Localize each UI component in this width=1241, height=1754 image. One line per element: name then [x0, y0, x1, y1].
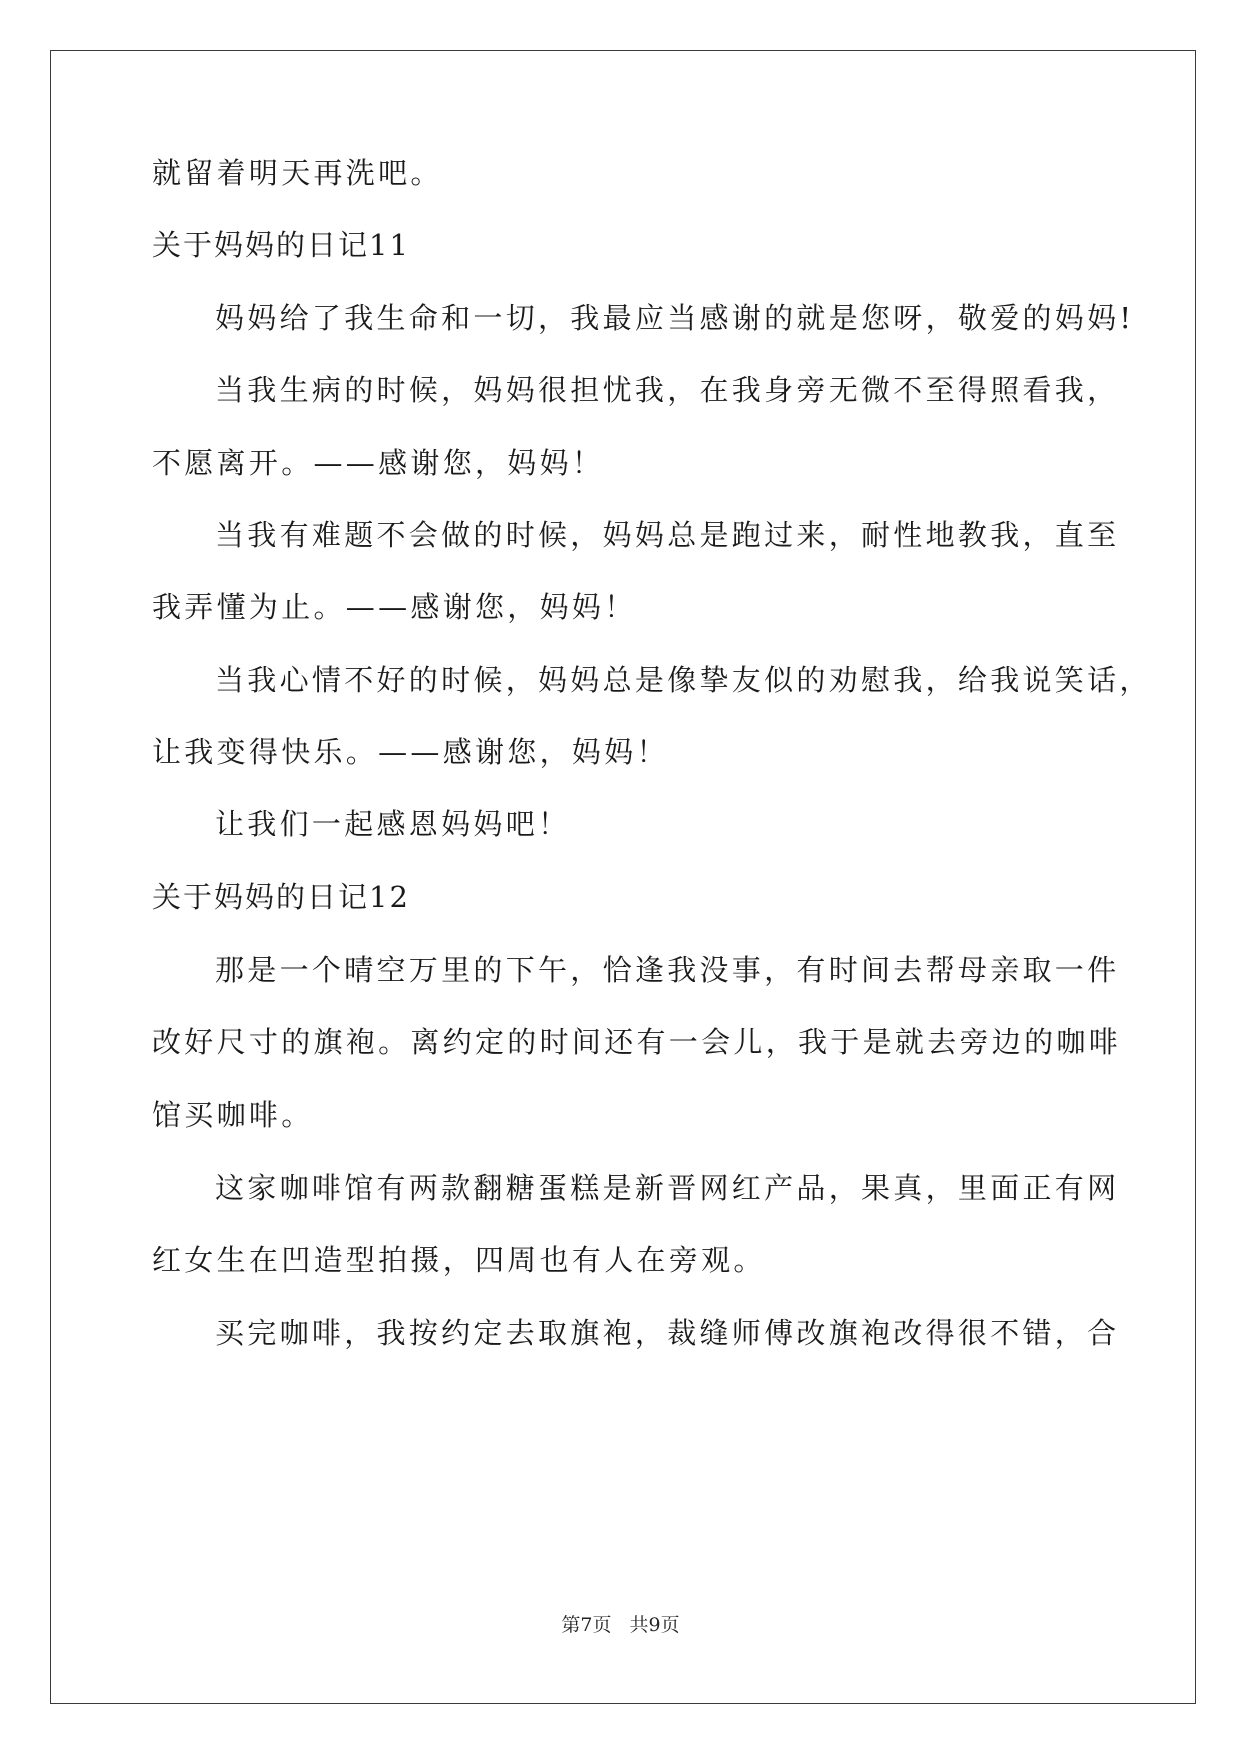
total-pages-label: 共9页: [629, 1614, 680, 1636]
current-page-label: 第7页: [561, 1614, 612, 1636]
page-footer: [0, 1613, 1241, 1637]
paragraph-line: 改好尺寸的旗袍。离约定的时间还有一会儿，我于是就去旁边的咖啡: [152, 1025, 1122, 1059]
paragraph-line: 当我有难题不会做的时候，妈妈总是跑过来，耐性地教我，直至: [215, 518, 1120, 552]
paragraph-line: 红女生在凹造型拍摄，四周也有人在旁观。: [152, 1243, 766, 1277]
paragraph-line: 这家咖啡馆有两款翻糖蛋糕是新晋网红产品，果真，里面正有网: [215, 1171, 1120, 1205]
section-heading: 关于妈妈的日记12: [152, 880, 410, 914]
paragraph-line: 那是一个晴空万里的下午，恰逢我没事，有时间去帮母亲取一件: [215, 953, 1120, 987]
paragraph-line: 馆买咖啡。: [152, 1098, 314, 1132]
page-border: [50, 50, 1196, 1704]
paragraph-line: 当我心情不好的时候，妈妈总是像挚友似的劝慰我，给我说笑话，: [215, 663, 1152, 697]
paragraph-line: 让我变得快乐。——感谢您，妈妈！: [152, 735, 669, 769]
paragraph-line: 妈妈给了我生命和一切，我最应当感谢的就是您呀，敬爱的妈妈!: [215, 301, 1135, 335]
paragraph-line: 我弄懂为止。——感谢您，妈妈！: [152, 590, 637, 624]
section-heading: 关于妈妈的日记11: [152, 228, 410, 262]
paragraph-line: 让我们一起感恩妈妈吧！: [215, 807, 571, 841]
paragraph-line: 当我生病的时候，妈妈很担忧我，在我身旁无微不至得照看我，: [215, 373, 1120, 407]
paragraph-line: 不愿离开。——感谢您，妈妈！: [152, 446, 605, 480]
paragraph-line: 就留着明天再洗吧。: [152, 156, 443, 190]
paragraph-line: 买完咖啡，我按约定去取旗袍，裁缝师傅改旗袍改得很不错，合: [215, 1316, 1120, 1350]
